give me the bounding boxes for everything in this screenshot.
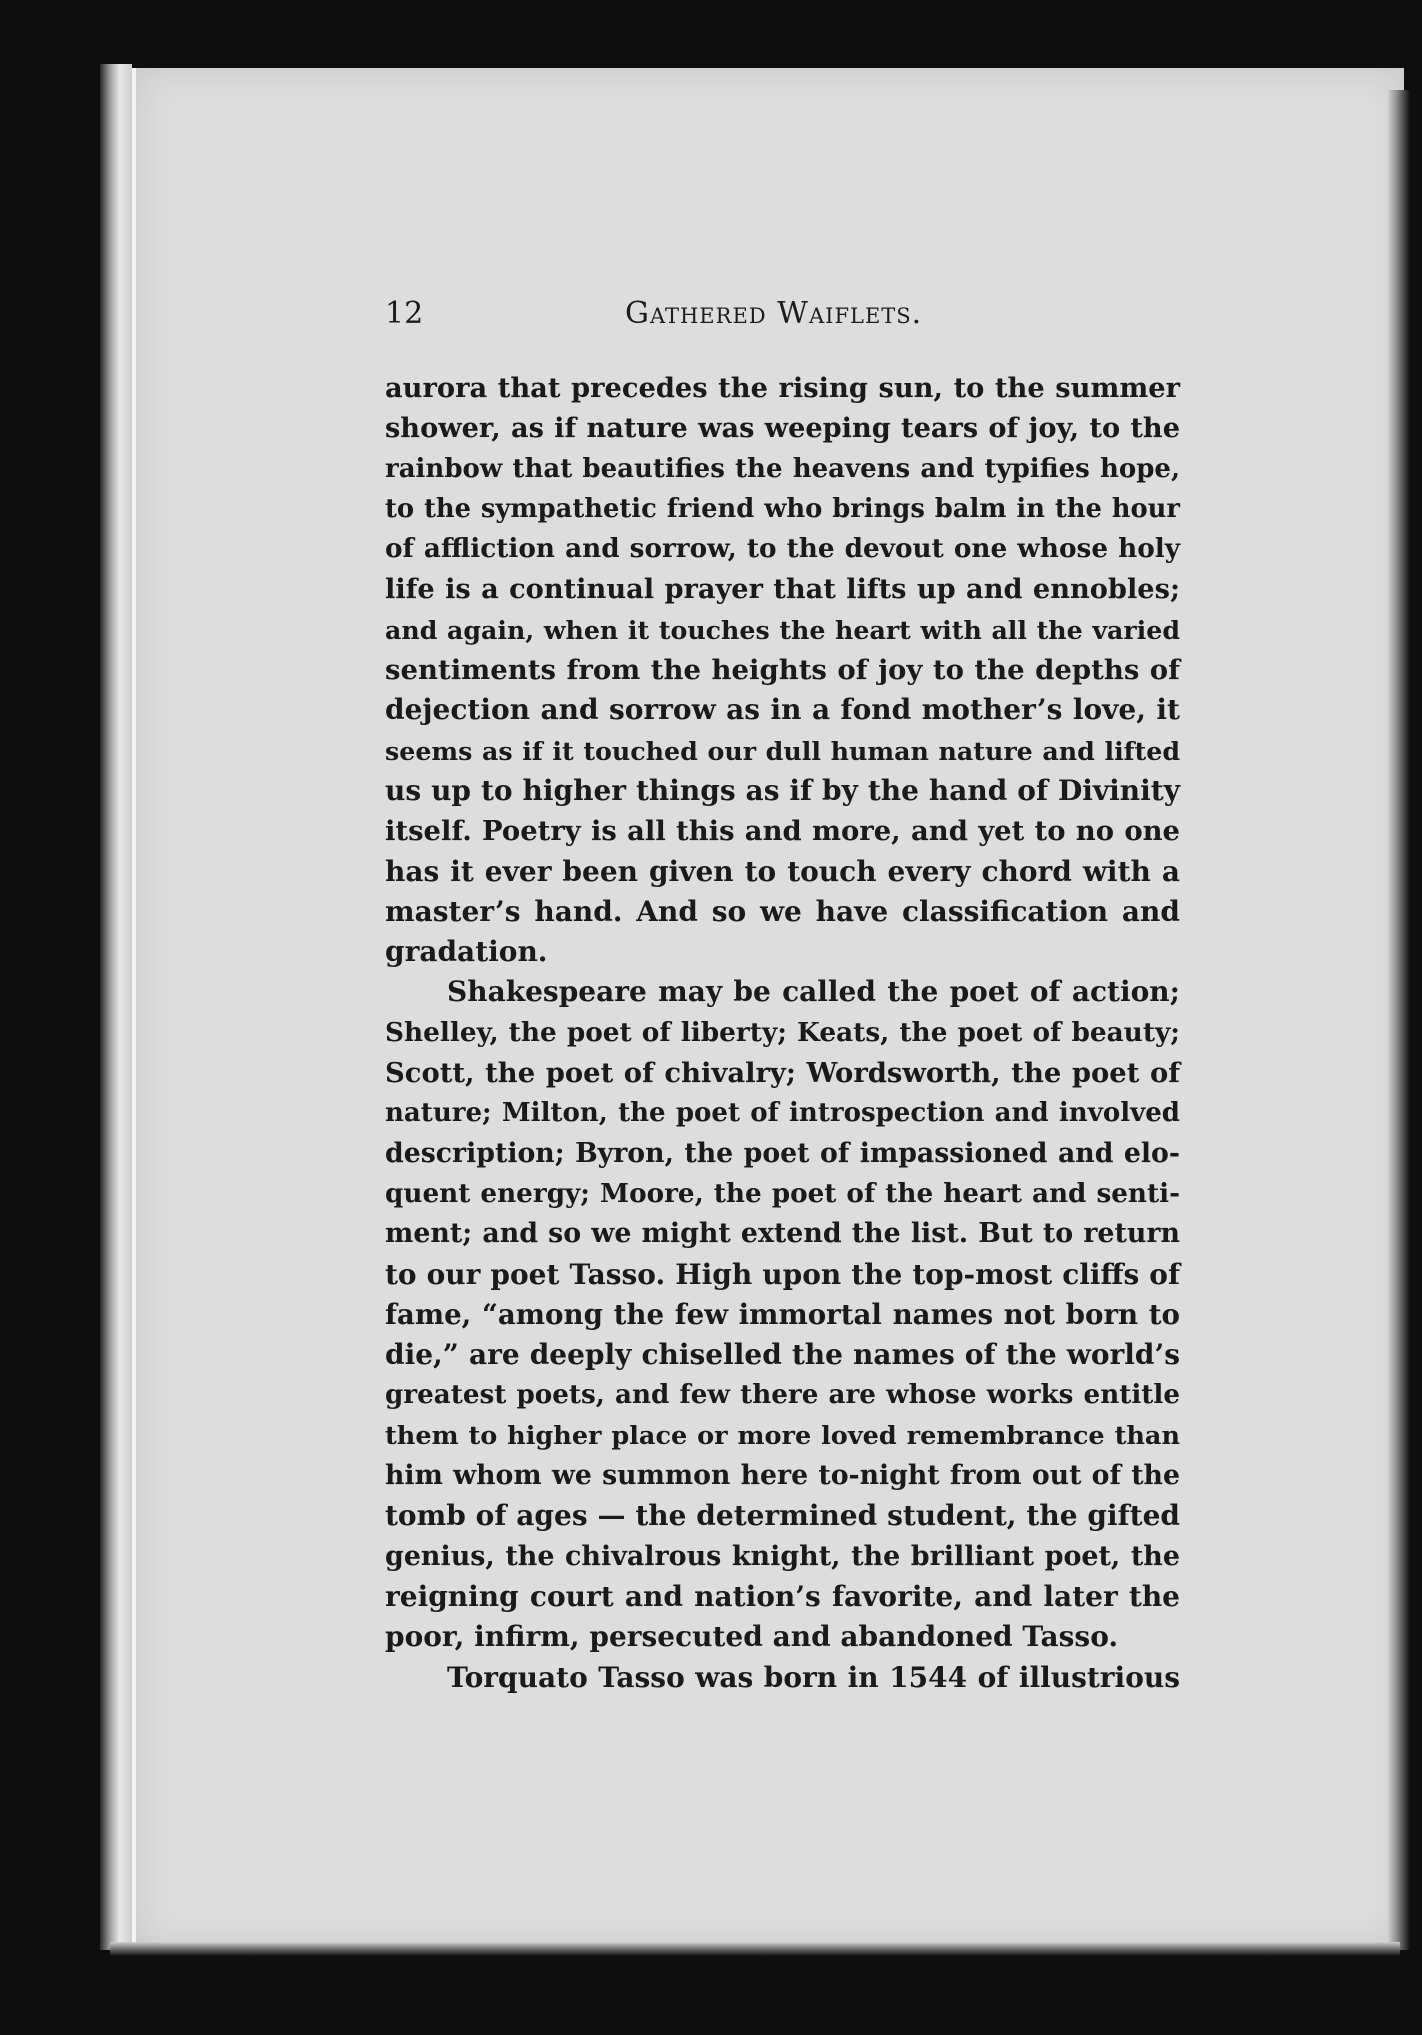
page-edge-bottom — [110, 1942, 1400, 1956]
text-line: ment; and so we might extend the list. But to return — [385, 1218, 1180, 1250]
text-line: seems as if it touched our dull human nature and lifted — [385, 735, 1180, 766]
text-line: tomb of ages — the determined student, the gifted — [385, 1499, 1180, 1533]
text-line: shower, as if nature was weeping tears of joy, to the — [385, 412, 1180, 445]
text-line: to our poet Tasso. High upon the top-most cliffs of — [385, 1257, 1180, 1291]
text-line: dejection and sorrow as in a fond mother’s love, it — [385, 693, 1180, 727]
text-line: to the sympathetic friend who brings balm in the hour — [385, 493, 1180, 524]
text-line: Shakespeare may be called the poet of action; — [447, 975, 1180, 1009]
text-line: fame, “among the few immortal names not born to — [385, 1297, 1180, 1331]
running-title: Gathered Waiflets. — [625, 296, 923, 331]
body-text — [385, 368, 1180, 1698]
text-line: them to higher place or more loved remembrance than — [385, 1420, 1180, 1451]
page-edge-right — [1388, 90, 1410, 1950]
text-line: poor, infirm, persecuted and abandoned Tasso. — [385, 1620, 1119, 1654]
text-line: die,” are deeply chiselled the names of the world’s — [385, 1338, 1180, 1372]
page-header — [385, 296, 1185, 340]
text-line: genius, the chivalrous knight, the brilliant poet, the — [385, 1540, 1180, 1572]
text-line: master’s hand. And so we have classification and — [385, 894, 1180, 928]
text-line: gradation. — [385, 935, 548, 969]
text-line: nature; Milton, the poet of introspection and involved — [385, 1098, 1180, 1129]
text-line: sentiments from the heights of joy to the depths of — [385, 654, 1180, 687]
text-line: has it ever been given to touch every chord with a — [385, 854, 1180, 888]
text-line: reigning court and nation’s favorite, and later the — [385, 1579, 1180, 1613]
text-line: quent energy; Moore, the poet of the heart and senti- — [385, 1177, 1180, 1209]
text-line: Scott, the poet of chivalry; Wordsworth, the poet of — [385, 1057, 1180, 1090]
text-line: Torquato Tasso was born in 1544 of illustrious — [447, 1660, 1180, 1694]
page-number: 12 — [385, 296, 424, 331]
text-line: us up to higher things as if by the hand of Divinity — [385, 773, 1180, 807]
text-line: him whom we summon here to-night from out of the — [385, 1460, 1180, 1492]
text-line: description; Byron, the poet of impassioned and elo- — [385, 1137, 1180, 1169]
text-line: Shelley, the poet of liberty; Keats, the poet of beauty; — [385, 1016, 1180, 1048]
text-line: of affliction and sorrow, to the devout one whose holy — [385, 533, 1180, 565]
text-line: itself. Poetry is all this and more, and yet to no one — [385, 815, 1180, 848]
text-line: rainbow that beautifies the heavens and typifies hope, — [385, 453, 1180, 484]
text-line: and again, when it touches the heart with all the varied — [385, 614, 1180, 645]
text-line: life is a continual prayer that lifts up and ennobles; — [385, 573, 1180, 606]
book-spine-shadow — [100, 64, 132, 1950]
text-line: greatest poets, and few there are whose works entitle — [385, 1379, 1180, 1411]
text-line: aurora that precedes the rising sun, to the summer — [385, 372, 1180, 404]
